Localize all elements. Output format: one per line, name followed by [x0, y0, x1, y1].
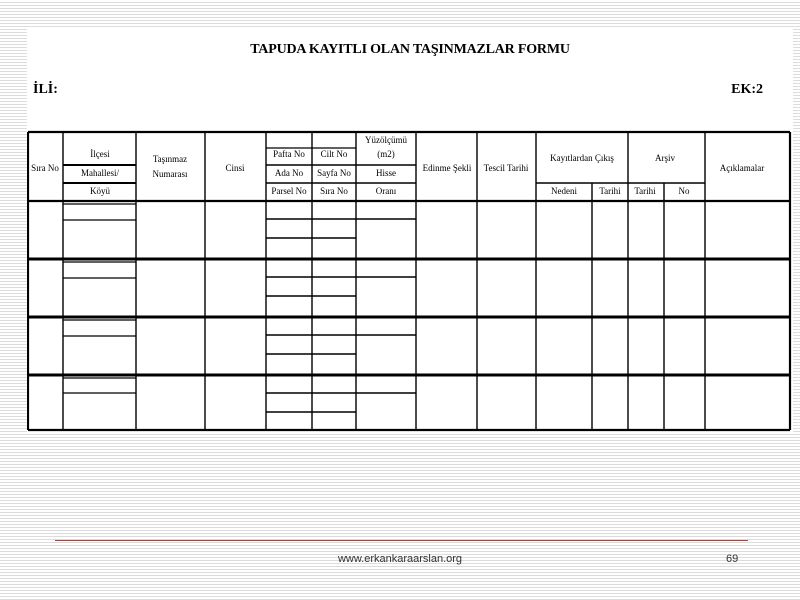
- header-tescil-tarihi: Tescil Tarihi: [483, 163, 529, 173]
- header-tasinmaz: Taşınmaz: [152, 154, 188, 164]
- header-aciklamalar: Açıklamalar: [719, 163, 765, 173]
- header-cinsi: Cinsi: [225, 163, 245, 173]
- header-parsel-no: Parsel No: [271, 186, 307, 196]
- header-edinme-sekli: Edinme Şekli: [422, 163, 472, 173]
- header-mahallesi: Mahallesi/: [81, 168, 119, 178]
- header-hisse: Hisse: [376, 168, 396, 178]
- header-ada-no: Ada No: [274, 168, 304, 178]
- header-cilt-no: Cilt No: [320, 149, 348, 159]
- form-title: TAPUDA KAYITLI OLAN TAŞINMAZLAR FORMU: [250, 42, 570, 57]
- header-numarasi: Numarası: [152, 169, 188, 179]
- header-ilcesi: İlçesi: [90, 149, 110, 159]
- header-koyu: Köyü: [90, 186, 110, 196]
- form-sheet: [27, 28, 793, 432]
- province-label: İLİ:: [33, 82, 58, 97]
- header-orani: Oranı: [375, 186, 397, 196]
- header-sira-no-2: Sıra No: [320, 186, 348, 196]
- header-yuzolcumu: Yüzölçümü: [365, 135, 407, 145]
- header-sayfa-no: Sayfa No: [317, 168, 351, 178]
- header-cikis-tarihi: Tarihi: [599, 186, 621, 196]
- header-nedeni: Nedeni: [551, 186, 577, 196]
- header-m2: (m2): [377, 149, 395, 159]
- header-pafta-no: Pafta No: [273, 149, 305, 159]
- footer-url[interactable]: www.erkankaraarslan.org: [337, 553, 463, 565]
- header-arsiv-tarihi: Tarihi: [634, 186, 656, 196]
- header-kayitlardan-cikis: Kayıtlardan Çıkış: [550, 153, 614, 163]
- header-arsiv-no: No: [678, 186, 690, 196]
- header-sira-no: Sıra No: [31, 163, 59, 173]
- table-grid-lines: [28, 132, 790, 430]
- annex-label: EK:2: [731, 82, 763, 97]
- page-number: 69: [726, 553, 739, 565]
- footer-divider: [55, 540, 748, 541]
- header-arsiv: Arşiv: [655, 153, 675, 163]
- property-form-table: [27, 28, 793, 432]
